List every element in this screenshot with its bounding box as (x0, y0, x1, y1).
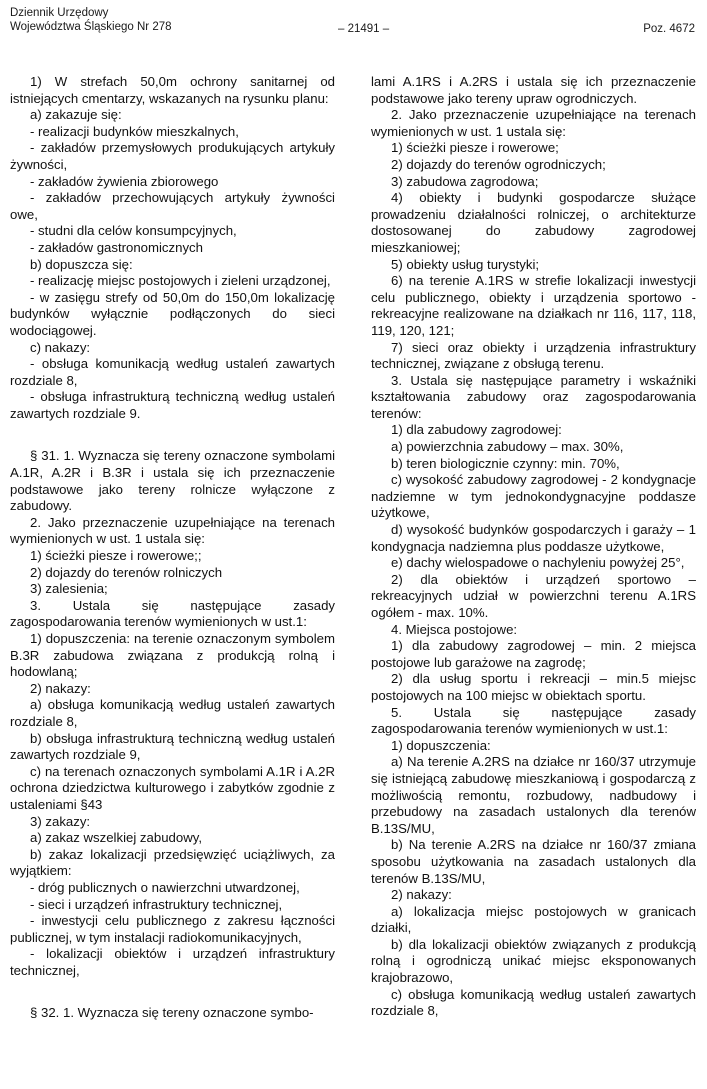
paragraph: - zakładów przechowujących artykuły żywności owe, (10, 190, 335, 222)
paragraph: - w zasięgu strefy od 50,0m do 150,0m lokalizację budynków wyłącznie podłączonych do sieci wodociągowej. (10, 289, 335, 338)
paragraph: - realizacji budynków mieszkalnych, (30, 123, 239, 139)
paragraph: c) wysokość zabudowy zagrodowej - 2 kondygnacje nadziemne w tym jednokondygnacyjne poddasze użytkowe, (371, 472, 696, 521)
paragraph: e) dachy wielospadowe o nachyleniu powyżej 25°, (391, 555, 685, 571)
paragraph: - studni dla celów konsumpcyjnych, (30, 223, 237, 239)
page-header (10, 6, 695, 58)
left-column (10, 74, 335, 1022)
paragraph: 2. Jako przeznaczenie uzupełniające na terenach wymienionych w ust. 1 ustala się: (371, 107, 696, 139)
paragraph: d) wysokość budynków gospodarczych i garaży – 1 kondygnacja nadziemna plus poddasze użytkowe, (371, 522, 696, 554)
paragraph: 2) dla obiektów i urządzeń sportowo – rekreacyjnych udział w powierzchni terenu A.1RS ogółem - max. 10%. (371, 571, 696, 620)
paragraph: 2) dojazdy do terenów rolniczych (30, 564, 223, 580)
paragraph: a) zakazuje się: (30, 107, 122, 123)
paragraph: 7) sieci oraz obiekty i urządzenia infrastruktury technicznej, związane z obsługą terenu. (371, 339, 696, 372)
paragraph: lami A.1RS i A.2RS i ustala się ich przeznaczenie podstawowe jako tereny upraw ogrodniczych. (371, 74, 696, 106)
right-column (371, 74, 696, 1020)
page-number: – 21491 – (338, 23, 390, 35)
paragraph: b) Na terenie A.2RS na działce nr 160/37 zmiana sposobu użytkowania na zasadach ustalonych dla terenów B.13S/MU, (371, 837, 696, 886)
position-number: Poz. 4672 (643, 23, 695, 35)
paragraph: - sieci i urządzeń infrastruktury technicznej, (30, 896, 283, 912)
paragraph: - inwestycji celu publicznego z zakresu łączności publicznej, w tym instalacji radiokomunikacyjnych, (10, 913, 335, 945)
paragraph: 1) dla zabudowy zagrodowej: (391, 422, 562, 438)
paragraph: 1) dopuszczenia: na terenie oznaczonym symbolem B.3R zabudowa związana z produkcją rolną i hodowlaną; (10, 631, 335, 680)
paragraph: a) obsługa komunikacją według ustaleń zawartych rozdziale 8, (10, 697, 335, 729)
paragraph: 3) zalesienia; (30, 581, 108, 597)
paragraph: 6) na terenie A.1RS w strefie lokalizacji inwestycji celu publicznego, obiekty i urządzenia sportowo - rekreacyjne realizowane na działkach nr 116, 117, 118, 119, 120, 121; (371, 273, 696, 338)
paragraph: b) zakaz lokalizacji przedsięwzięć uciążliwych, za wyjątkiem: (10, 846, 335, 879)
paragraph: b) teren biologicznie czynny: min. 70%, (391, 455, 620, 471)
paragraph: c) obsługa komunikacją według ustaleń zawartych rozdziale 8, (371, 986, 696, 1019)
paragraph: 2) dojazdy do terenów ogrodniczych; (391, 156, 606, 172)
paragraph: b) dla lokalizacji obiektów związanych z produkcją rolną i ogrodniczą unikać miejsc eksponowanych krajobrazowo, (371, 936, 696, 986)
journal-title-line1: Dziennik Urzędowy (10, 7, 109, 19)
paragraph: 4) obiekty i budynki gospodarcze służące prowadzeniu działalności rolniczej, o architekturze dostosowanej do zabudowy zagrodowej mieszkaniowej; (371, 190, 696, 255)
paragraph: § 32. 1. Wyznacza się tereny oznaczone symbo- (30, 1005, 314, 1021)
paragraph: 2) nakazy: (391, 887, 452, 903)
paragraph: a) zakaz wszelkiej zabudowy, (30, 830, 202, 846)
paragraph: 1) ścieżki piesze i rowerowe;; (30, 548, 202, 564)
paragraph: - obsługa komunikacją według ustaleń zawartych rozdziale 8, (10, 356, 335, 388)
paragraph: b) obsługa infrastrukturą techniczną według ustaleń zawartych rozdziale 9, (10, 730, 335, 763)
paragraph: § 31. 1. Wyznacza się tereny oznaczone symbolami A.1R, A.2R i B.3R i ustala się ich przeznaczenie podstawowe jako tereny rolnicze wyłączone z zabudowy. (10, 448, 335, 514)
paragraph: 2. Jako przeznaczenie uzupełniające na terenach wymienionych w ust. 1 ustala się: (10, 514, 335, 547)
paragraph: - zakładów przemysłowych produkujących artykuły żywności, (10, 140, 335, 172)
paragraph: - zakładów gastronomicznych (30, 239, 203, 255)
paragraph: a) lokalizacja miejsc postojowych w granicach działki, (371, 903, 696, 936)
paragraph: 2) dla usług sportu i rekreacji – min.5 miejsc postojowych na 100 miejsc w obiektach sportu. (371, 671, 696, 703)
paragraph: 2) nakazy: (30, 680, 91, 696)
paragraph: c) na terenach oznaczonych symbolami A.1R i A.2R ochrona dziedzictwa kulturowego i zabytków zgodnie z ustaleniami §43 (10, 763, 335, 812)
paragraph: 4. Miejsca postojowe: (391, 621, 518, 637)
paragraph: - obsługa infrastrukturą techniczną według ustaleń zawartych rozdziale 9. (10, 389, 335, 421)
journal-title-line2: Województwa Śląskiego Nr 278 (10, 21, 172, 33)
paragraph: b) dopuszcza się: (30, 256, 133, 272)
paragraph: 1) dla zabudowy zagrodowej – min. 2 miejsca postojowe lub garażowe na zagrodę; (371, 638, 696, 670)
paragraph: 1) dopuszczenia: (391, 737, 491, 753)
paragraph: 1) W strefach 50,0m ochrony sanitarnej od istniejących cmentarzy, wskazanych na rysunku planu: (10, 74, 335, 106)
paragraph-gap (10, 979, 335, 1005)
paragraph: a) powierzchnia zabudowy – max. 30%, (391, 439, 624, 455)
paragraph: a) Na terenie A.2RS na działce nr 160/37 utrzymuje się istniejącą zabudowę mieszkaniową i gospodarczą z możliwością remontu, rozbudowy, nadbudowy i przebudowy na zasadach ustalonych dla terenów B.13S/MU, (371, 754, 696, 836)
paragraph: - dróg publicznych o nawierzchni utwardzonej, (30, 879, 300, 895)
journal-title (10, 6, 172, 34)
paragraph: 5. Ustala się następujące zasady zagospodarowania terenów wymienionych w ust.1: (371, 704, 696, 737)
paragraph: 5) obiekty usług turystyki; (391, 256, 540, 272)
paragraph: - lokalizacji obiektów i urządzeń infrastruktury technicznej, (10, 946, 335, 978)
paragraph: c) nakazy: (30, 339, 91, 355)
paragraph: 3. Ustala się następujące zasady zagospodarowania terenów wymienionych w ust.1: (10, 597, 335, 630)
paragraph-gap (10, 422, 335, 448)
paragraph: - zakładów żywienia zbiorowego (30, 173, 219, 189)
paragraph: 3. Ustala się następujące parametry i wskaźniki kształtowania zabudowy oraz zagospodarowania terenów: (371, 372, 696, 421)
paragraph: 3) zakazy: (30, 813, 91, 829)
paragraph: 1) ścieżki piesze i rowerowe; (391, 140, 559, 156)
paragraph: 3) zabudowa zagrodowa; (391, 173, 539, 189)
paragraph: - realizację miejsc postojowych i zieleni urządzonej, (30, 273, 331, 289)
